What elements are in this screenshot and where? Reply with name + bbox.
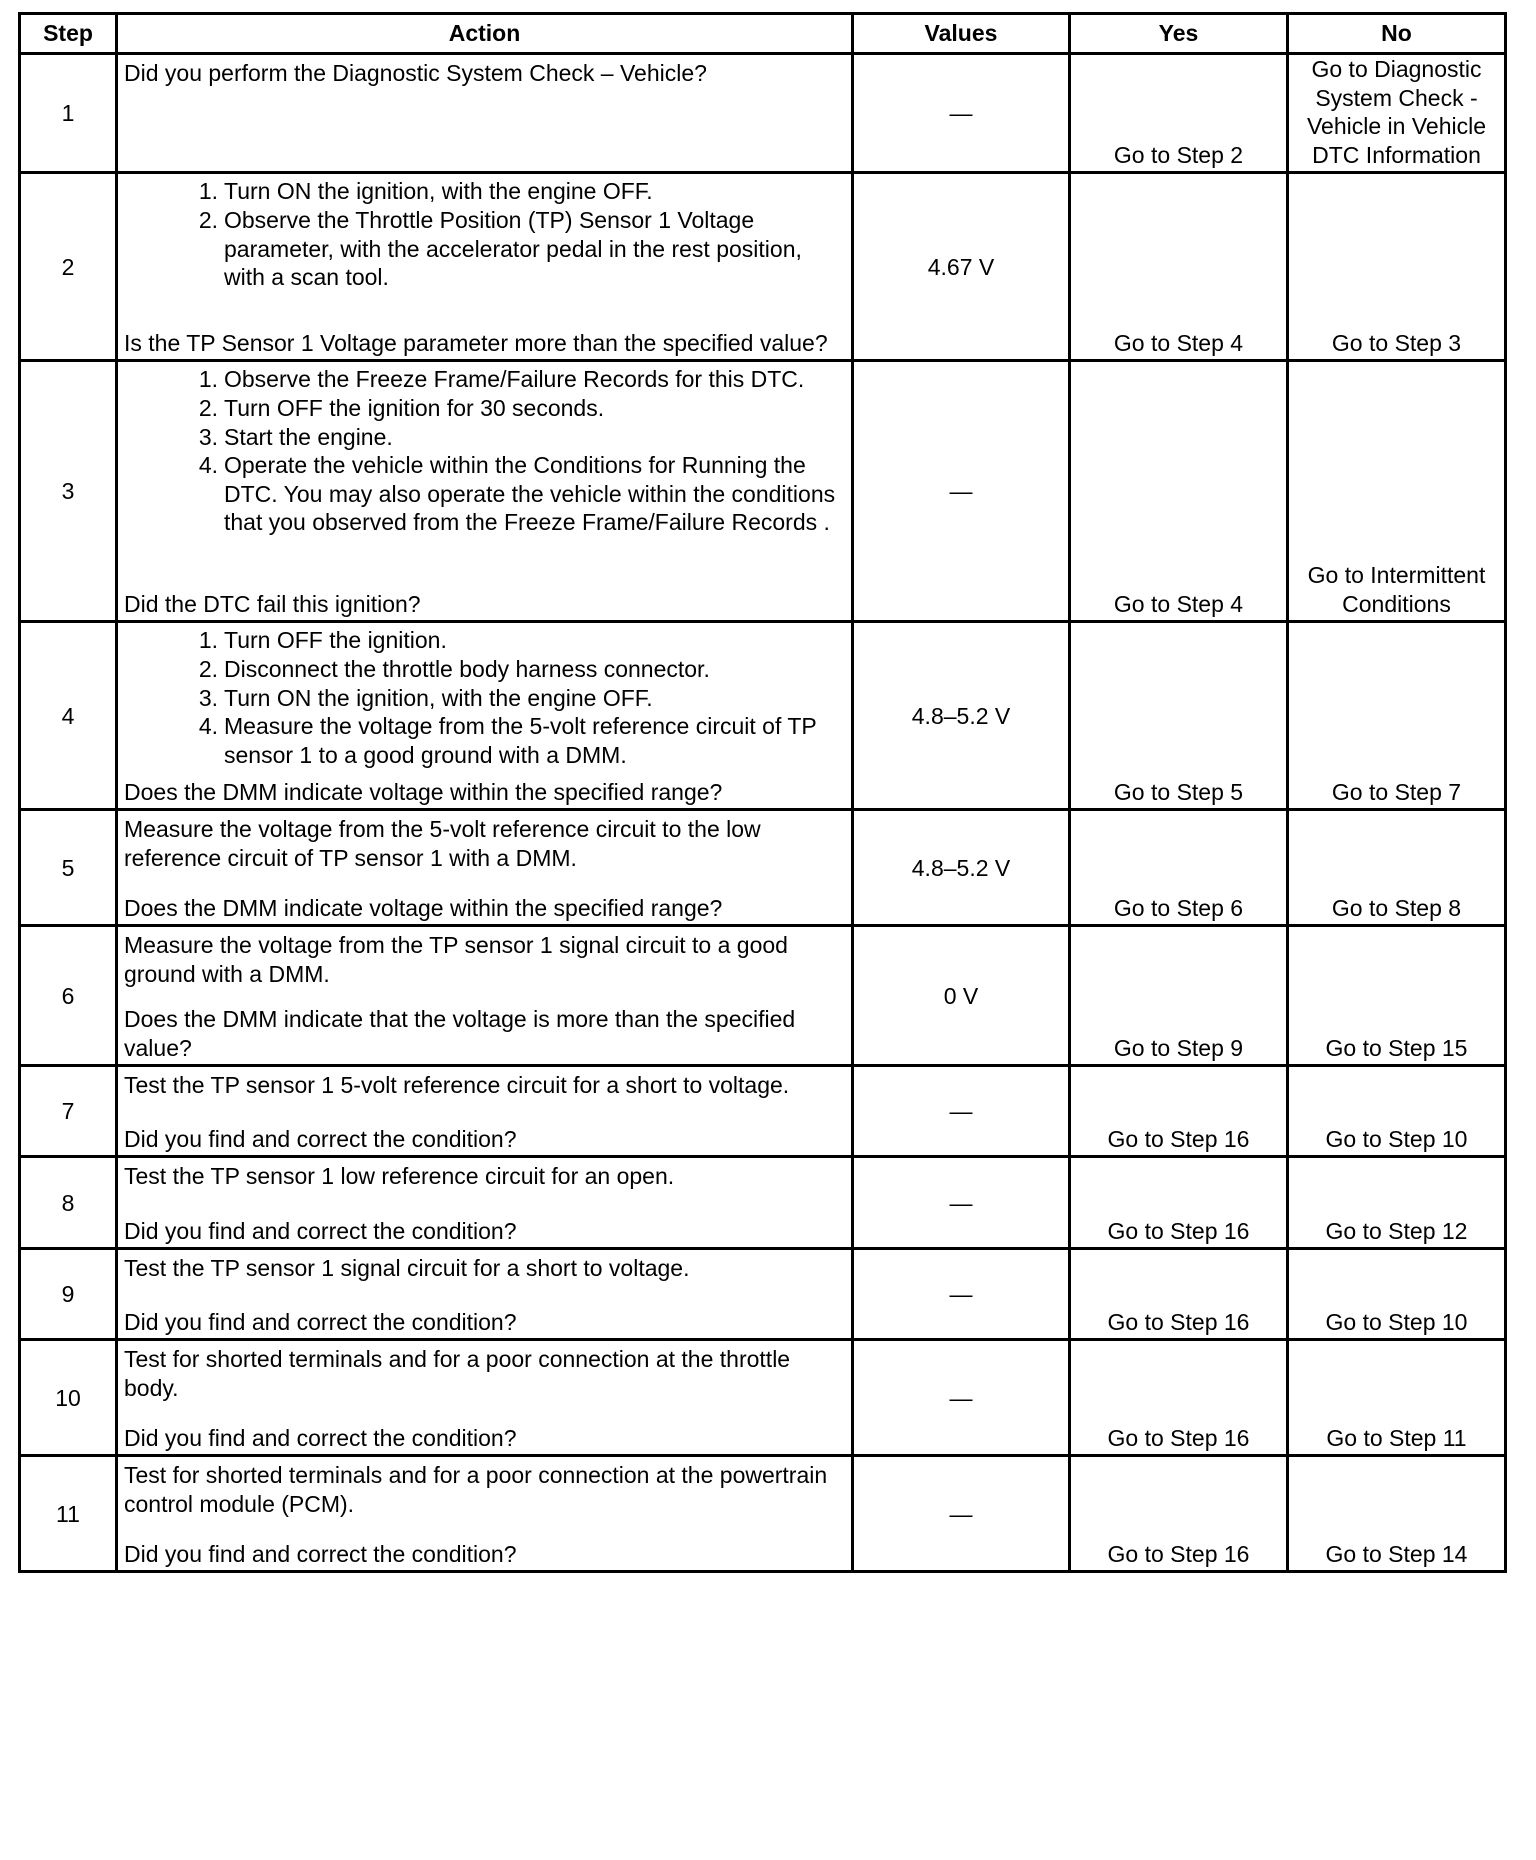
action-question: Did you find and correct the condition?	[124, 1308, 517, 1335]
action-step-text: Measure the voltage from the 5-volt reference circuit of TP sensor 1 to a good ground with a DMM.	[224, 713, 817, 768]
action-intro: Did you perform the Diagnostic System Check – Vehicle?	[124, 60, 707, 86]
action-question: Does the DMM indicate voltage within the specified range?	[124, 778, 723, 805]
no-cell: Go to Step 14	[1288, 1456, 1506, 1572]
table-row	[20, 1066, 1506, 1157]
step-number: 6	[20, 926, 117, 1066]
header-step: Step	[20, 14, 117, 54]
table-row	[20, 1340, 1506, 1456]
value-cell: 4.67 V	[853, 173, 1070, 361]
action-step	[124, 684, 847, 713]
action-intro: Measure the voltage from the 5-volt reference circuit to the low reference circuit of TP sensor 1 with a DMM.	[124, 816, 761, 871]
step-number: 2	[20, 173, 117, 361]
header-row	[20, 14, 1506, 54]
action-step	[124, 394, 847, 423]
action-step	[124, 626, 847, 655]
action-question: Did you find and correct the condition?	[124, 1424, 517, 1451]
action-step-number: 4.	[198, 713, 218, 740]
header-yes: Yes	[1070, 14, 1288, 54]
action-step-text: Operate the vehicle within the Conditions for Running the DTC. You may also operate the vehicle within the conditions that you observed from the Freeze Frame/Failure Records .	[224, 452, 836, 536]
table-row	[20, 361, 1506, 622]
action-question: Does the DMM indicate that the voltage is more than the specified value?	[124, 1006, 796, 1061]
yes-cell: Go to Step 5	[1070, 622, 1288, 810]
action-step-number: 3.	[198, 684, 218, 711]
action-step	[124, 712, 847, 769]
action-question: Did the DTC fail this ignition?	[124, 590, 421, 617]
action-step-number: 3.	[198, 423, 218, 450]
no-cell: Go to Step 10	[1288, 1066, 1506, 1157]
action-step-number: 2.	[198, 206, 218, 233]
value-cell: —	[853, 1340, 1070, 1456]
action-step	[124, 177, 847, 206]
step-number: 11	[20, 1456, 117, 1572]
action-question: Is the TP Sensor 1 Voltage parameter more than the specified value?	[124, 329, 828, 356]
value-cell: —	[853, 1456, 1070, 1572]
action-step-text: Disconnect the throttle body harness connector.	[224, 655, 710, 682]
header-action: Action	[117, 14, 853, 54]
yes-cell: Go to Step 16	[1070, 1066, 1288, 1157]
table-row	[20, 810, 1506, 926]
no-cell: Go to Step 8	[1288, 810, 1506, 926]
step-number: 3	[20, 361, 117, 622]
action-step-number: 1.	[198, 178, 218, 205]
no-cell: Go to Step 10	[1288, 1249, 1506, 1340]
step-number: 8	[20, 1157, 117, 1249]
value-cell: —	[853, 361, 1070, 622]
action-steps-list	[124, 365, 847, 537]
no-cell: Go to Step 15	[1288, 926, 1506, 1066]
action-step	[124, 423, 847, 452]
action-cell	[117, 810, 853, 926]
action-step-number: 4.	[198, 452, 218, 479]
action-cell	[117, 926, 853, 1066]
action-cell	[117, 54, 853, 173]
yes-cell: Go to Step 6	[1070, 810, 1288, 926]
action-step-text: Turn ON the ignition, with the engine OFF.	[224, 684, 653, 711]
yes-cell: Go to Step 16	[1070, 1340, 1288, 1456]
action-steps-list	[124, 177, 847, 291]
action-step-number: 1.	[198, 366, 218, 393]
no-cell: Go to Step 3	[1288, 173, 1506, 361]
action-cell	[117, 1066, 853, 1157]
table-row	[20, 1249, 1506, 1340]
step-number: 1	[20, 54, 117, 173]
action-cell	[117, 1157, 853, 1249]
value-cell: —	[853, 1157, 1070, 1249]
table-row	[20, 1157, 1506, 1249]
action-step	[124, 451, 847, 537]
action-step-text: Turn ON the ignition, with the engine OFF.	[224, 178, 653, 205]
value-cell: 0 V	[853, 926, 1070, 1066]
action-question: Did you find and correct the condition?	[124, 1217, 517, 1244]
step-number: 10	[20, 1340, 117, 1456]
no-cell: Go to Diagnostic System Check - Vehicle in Vehicle DTC Information	[1288, 54, 1506, 173]
action-cell	[117, 1456, 853, 1572]
action-cell	[117, 173, 853, 361]
table-row	[20, 1456, 1506, 1572]
action-step-text: Observe the Freeze Frame/Failure Records for this DTC.	[224, 366, 805, 393]
action-intro: Test for shorted terminals and for a poor connection at the powertrain control module (PCM).	[124, 1462, 828, 1517]
header-values: Values	[853, 14, 1070, 54]
no-cell: Go to Intermittent Conditions	[1288, 361, 1506, 622]
action-step-text: Turn OFF the ignition for 30 seconds.	[224, 394, 605, 421]
table-row	[20, 173, 1506, 361]
action-step-text: Turn OFF the ignition.	[224, 627, 447, 654]
action-cell	[117, 361, 853, 622]
action-step	[124, 365, 847, 394]
value-cell: —	[853, 1249, 1070, 1340]
action-intro: Test the TP sensor 1 low reference circuit for an open.	[124, 1163, 675, 1190]
action-question: Does the DMM indicate voltage within the specified range?	[124, 894, 723, 921]
action-steps-list	[124, 626, 847, 769]
action-step-text: Observe the Throttle Position (TP) Sensor 1 Voltage parameter, with the accelerator pedal in the rest position, with a scan tool.	[224, 206, 802, 291]
yes-cell: Go to Step 9	[1070, 926, 1288, 1066]
diagnostic-table	[18, 12, 1507, 1573]
action-step-number: 2.	[198, 655, 218, 682]
table-row	[20, 54, 1506, 173]
value-cell: —	[853, 54, 1070, 173]
yes-cell: Go to Step 16	[1070, 1456, 1288, 1572]
step-number: 7	[20, 1066, 117, 1157]
table-body	[20, 54, 1506, 1572]
action-step-number: 2.	[198, 394, 218, 421]
action-cell	[117, 1340, 853, 1456]
no-cell: Go to Step 12	[1288, 1157, 1506, 1249]
yes-cell: Go to Step 16	[1070, 1249, 1288, 1340]
table-row	[20, 926, 1506, 1066]
no-cell: Go to Step 11	[1288, 1340, 1506, 1456]
step-number: 4	[20, 622, 117, 810]
header-no: No	[1288, 14, 1506, 54]
action-question: Did you find and correct the condition?	[124, 1125, 517, 1152]
action-intro: Test for shorted terminals and for a poor connection at the throttle body.	[124, 1346, 791, 1401]
step-number: 9	[20, 1249, 117, 1340]
table-row	[20, 622, 1506, 810]
value-cell: 4.8–5.2 V	[853, 810, 1070, 926]
action-step	[124, 206, 847, 292]
yes-cell: Go to Step 2	[1070, 54, 1288, 173]
action-intro: Test the TP sensor 1 5-volt reference circuit for a short to voltage.	[124, 1072, 790, 1099]
action-step	[124, 655, 847, 684]
action-step-number: 1.	[198, 627, 218, 654]
step-number: 5	[20, 810, 117, 926]
action-question: Did you find and correct the condition?	[124, 1540, 517, 1567]
no-cell: Go to Step 7	[1288, 622, 1506, 810]
value-cell: —	[853, 1066, 1070, 1157]
action-intro: Measure the voltage from the TP sensor 1 signal circuit to a good ground with a DMM.	[124, 932, 788, 987]
action-intro: Test the TP sensor 1 signal circuit for a short to voltage.	[124, 1255, 690, 1282]
yes-cell: Go to Step 4	[1070, 173, 1288, 361]
action-step-text: Start the engine.	[224, 423, 393, 450]
action-cell	[117, 1249, 853, 1340]
value-cell: 4.8–5.2 V	[853, 622, 1070, 810]
yes-cell: Go to Step 4	[1070, 361, 1288, 622]
yes-cell: Go to Step 16	[1070, 1157, 1288, 1249]
action-cell	[117, 622, 853, 810]
